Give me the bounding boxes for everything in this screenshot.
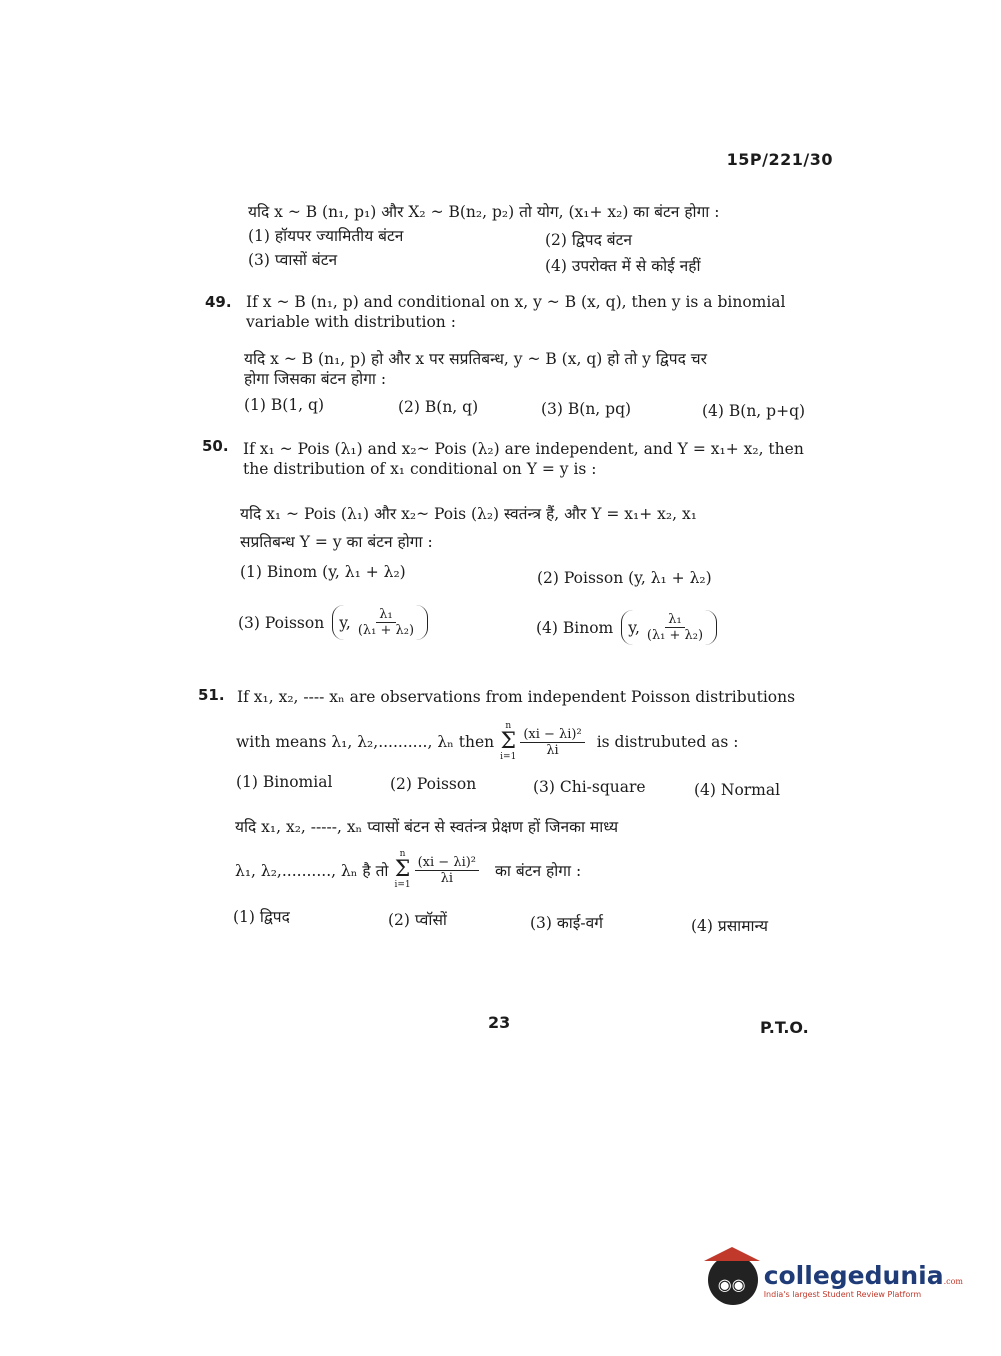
q48-hindi-stem: यदि x ~ B (n₁, p₁) और X₂ ~ B(n₂, p₂) तो योग, (x₁+ x₂) का बंटन होगा : bbox=[248, 203, 720, 221]
summation-sign: n Σ i=1 bbox=[500, 721, 517, 762]
q49-hindi-line-1: यदि x ~ B (n₁, p) हो और x पर सप्रतिबन्ध, y ~ B (x, q) हो तो y द्विपद चर bbox=[244, 350, 707, 368]
q51-hindi-tail: का बंटन होगा : bbox=[495, 862, 582, 880]
graduation-cap-icon bbox=[704, 1247, 760, 1261]
q50-option-3-lead: y, bbox=[339, 613, 351, 632]
mascot-icon bbox=[708, 1255, 758, 1305]
q50-option-4-fraction bbox=[644, 612, 706, 643]
q49-option-4: (4) B(n, p+q) bbox=[702, 402, 806, 420]
q51-hindi-line-2 bbox=[235, 850, 581, 890]
q50-hindi-line-1: यदि x₁ ~ Pois (λ₁) और x₂~ Pois (λ₂) स्वतंन्त्र हैं, और Y = x₁+ x₂, x₁ bbox=[240, 505, 697, 523]
q51-means: with means λ₁, λ₂,.........., λₙ then bbox=[236, 733, 495, 751]
q51-tail: is distrubuted as : bbox=[596, 733, 739, 751]
q50-hindi-line-2: सप्रतिबन्ध Y = y का बंटन होगा : bbox=[240, 533, 433, 551]
q50-option-3-fraction bbox=[355, 607, 417, 638]
paper-code: 15P/221/30 bbox=[726, 150, 833, 169]
q50-option-3-paren bbox=[332, 605, 428, 640]
q50-english-line-2: the distribution of x₁ conditional on Y = y is : bbox=[243, 460, 597, 478]
q51-option-2: (2) Poisson bbox=[390, 775, 477, 793]
q50-number: 50. bbox=[202, 437, 229, 455]
q51-term-fraction: $\frac{\text{(xi − λi)²}}{\lambda i}$ bbox=[520, 727, 584, 758]
q50-option-4-lead: y, bbox=[628, 618, 640, 637]
q49-option-3: (3) B(n, pq) bbox=[541, 400, 632, 418]
q51-option-4: (4) Normal bbox=[694, 781, 781, 799]
q49-number: 49. bbox=[205, 293, 232, 311]
q48-option-3: (3) प्वासों बंटन bbox=[248, 251, 338, 269]
page-number: 23 bbox=[488, 1013, 511, 1032]
q50-english-line-1: If x₁ ~ Pois (λ₁) and x₂~ Pois (λ₂) are independent, and Y = x₁+ x₂, then bbox=[243, 440, 804, 458]
q50-option-4 bbox=[536, 610, 717, 645]
pto-label: P.T.O. bbox=[760, 1018, 809, 1037]
q51-english-line-1: If x₁, x₂, ---- xₙ are observations from independent Poisson distributions bbox=[237, 688, 796, 706]
q50-option-2: (2) Poisson (y, λ₁ + λ₂) bbox=[537, 569, 712, 587]
q51-hindi-term-fraction: $\frac{\text{(xi − λi)²}}{\lambda i}$ bbox=[415, 855, 479, 886]
q51-english-line-2 bbox=[236, 722, 739, 762]
q48-option-2: (2) द्विपद बंटन bbox=[545, 231, 633, 249]
q51-hindi-option-2: (2) प्वॉसों bbox=[388, 911, 447, 929]
collegedunia-logo bbox=[708, 1255, 963, 1305]
q49-hindi-line-2: होगा जिसका बंटन होगा : bbox=[244, 370, 387, 388]
q50-option-3 bbox=[238, 605, 428, 640]
q49-english-line-2: variable with distribution : bbox=[246, 313, 456, 331]
glasses-icon: ◉◉ bbox=[717, 1275, 746, 1294]
q50-option-4-paren bbox=[621, 610, 717, 645]
logo-name: collegedunia bbox=[763, 1261, 944, 1290]
q50-option-1: (1) Binom (y, λ₁ + λ₂) bbox=[240, 563, 406, 581]
q50-option-3-label: (3) Poisson bbox=[238, 613, 325, 632]
summation-sign: n Σ i=1 bbox=[394, 849, 411, 890]
q51-hindi-line-1: यदि x₁, x₂, -----, xₙ प्वासों बंटन से स्वतंन्त्र प्रेक्षण हों जिनका माध्य bbox=[235, 818, 619, 836]
logo-suffix: .com bbox=[943, 1277, 963, 1286]
fraction-numerator: λ₁ bbox=[376, 607, 395, 623]
q51-hindi-option-4: (4) प्रसामान्य bbox=[691, 917, 769, 935]
q48-option-4: (4) उपरोक्त में से कोई नहीं bbox=[545, 257, 701, 275]
q51-hindi-means: λ₁, λ₂,.........., λₙ है तो bbox=[235, 862, 389, 880]
q50-option-4-label: (4) Binom bbox=[536, 618, 614, 637]
q49-option-2: (2) B(n, q) bbox=[398, 398, 479, 416]
logo-tagline: India's largest Student Review Platform bbox=[763, 1290, 922, 1299]
q51-hindi-option-1: (1) द्विपद bbox=[233, 908, 290, 926]
q51-option-3: (3) Chi-square bbox=[533, 778, 646, 796]
logo-text bbox=[764, 1261, 963, 1299]
q51-hindi-option-3: (3) काई-वर्ग bbox=[530, 914, 603, 932]
fraction-numerator: λ₁ bbox=[665, 612, 684, 628]
q49-english-line-1: If x ~ B (n₁, p) and conditional on x, y ~ B (x, q), then y is a binomial bbox=[246, 293, 786, 311]
q51-option-1: (1) Binomial bbox=[236, 773, 333, 791]
fraction-denominator: (λ₁ + λ₂) bbox=[646, 628, 704, 643]
q48-option-1: (1) हॉयपर ज्यामितीय बंटन bbox=[248, 227, 404, 245]
q51-number: 51. bbox=[198, 686, 225, 704]
q49-option-1: (1) B(1, q) bbox=[244, 396, 325, 414]
fraction-denominator: (λ₁ + λ₂) bbox=[357, 623, 415, 638]
